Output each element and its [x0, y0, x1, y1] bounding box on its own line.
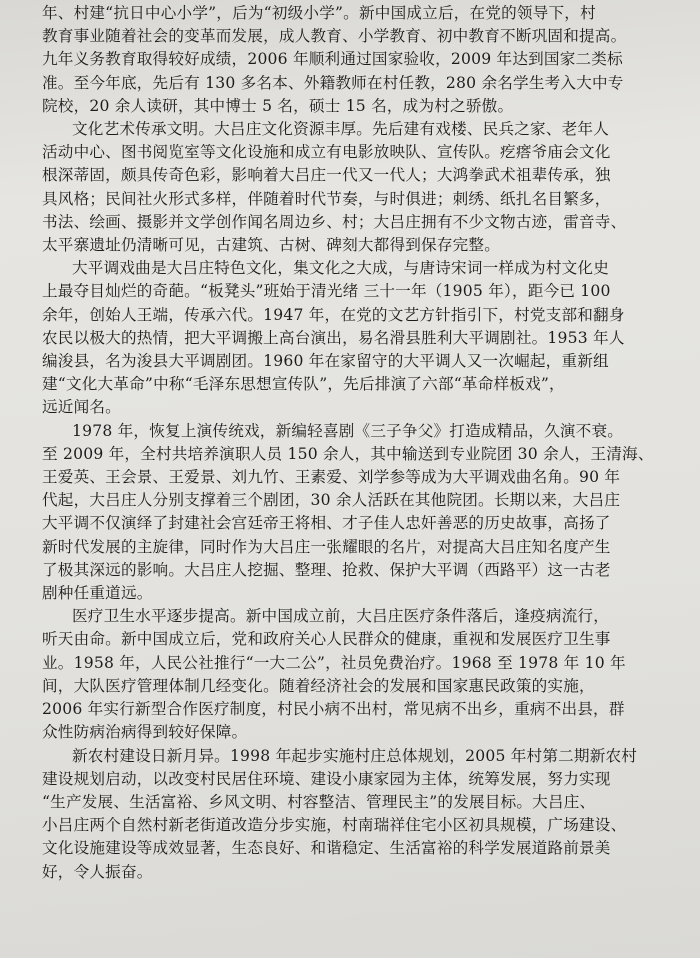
- text-line: 至 2009 年，全村共培养演职人员 150 余人，其中输送到专业院团 30 余人，王清海、: [42, 444, 654, 463]
- text-line: 准。至今年底，先后有 130 多名本、外籍教师在村任教，280 余名学生考入大中专: [42, 73, 624, 92]
- text-line: 众性防病治病得到较好保障。: [42, 723, 248, 742]
- text-line: 教育事业随着社会的变革而发展，成人教育、小学教育、初中教育不断巩固和提高。: [42, 27, 627, 46]
- text-line: 小吕庄两个自然村新老街道改造分步实施，村南瑞祥住宅小区初具规模，广场建设、: [42, 816, 627, 835]
- text-line: 剧种任重道远。: [42, 584, 153, 603]
- text-line: 听天由命。新中国成立后，党和政府关心人民群众的健康，重视和发展医疗卫生事: [42, 630, 611, 649]
- text-line: 上最夺目灿烂的奇葩。“板凳头”班始于清光绪 三十一年（1905 年），距今已 100: [42, 282, 611, 301]
- paragraph: [42, 2, 672, 118]
- text-line: 活动中心、图书阅览室等文化设施和成立有电影放映队、宣传队。疙瘩爷庙会文化: [42, 143, 611, 162]
- text-line: 间，大队医疗管理体制几经变化。随着经济社会的发展和国家惠民政策的实施，: [42, 676, 595, 695]
- text-line: 院校，20 余人读研，其中博士 5 名，硕士 15 名，成为村之骄傲。: [42, 96, 514, 115]
- text-line: 1978 年，恢复上演传统戏，新编轻喜剧《三子争父》打造成精品，久演不衰。: [72, 421, 624, 440]
- text-line: 代起，大吕庄人分别支撑着三个剧团，30 余人活跃在其他院团。长期以来，大吕庄: [42, 491, 621, 510]
- text-line: 大平调不仅演绎了封建社会宫廷帝王将相、才子佳人忠奸善恶的历史故事，高扬了: [42, 514, 611, 533]
- text-line: 文化艺术传承文明。大吕庄文化资源丰厚。先后建有戏楼、民兵之家、老年人: [72, 120, 609, 139]
- paragraph: [42, 420, 672, 606]
- text-line: 大平调戏曲是大吕庄特色文化，集文化之大成，与唐诗宋词一样成为村文化史: [72, 259, 609, 278]
- text-line: 了极其深远的影响。大吕庄人挖掘、整理、抢救、保护大平调（西路平）这一古老: [42, 560, 611, 579]
- text-line: 年、村建“抗日中心小学”，后为“初级小学”。新中国成立后，在党的领导下，村: [42, 4, 596, 22]
- text-line: 建设规划启动，以改变村民居住环境、建设小康家园为主体，统筹发展，努力实现: [42, 769, 611, 788]
- text-line: 具风格；民间社火形式多样，伴随着时代节奏，与时俱进；刺绣、纸扎名目繁多，: [42, 189, 611, 208]
- paragraph: [42, 257, 672, 419]
- text-line: 2006 年实行新型合作医疗制度，村民小病不出村，常见病不出乡，重病不出县，群: [42, 700, 625, 719]
- text-line: 新农村建设日新月异。1998 年起步实施村庄总体规划，2005 年村第二期新农村: [72, 746, 638, 765]
- text-line: 文化设施建设等成效显著，生态良好、和谐稳定、生活富裕的科学发展道路前景美: [42, 839, 611, 858]
- paragraph: [42, 605, 672, 744]
- text-line: 书法、绘画、摄影并文学创作闻名周边乡、村；大吕庄拥有不少文物古迹，雷音寺、: [42, 212, 627, 231]
- paragraph: [42, 118, 672, 257]
- text-line: 九年义务教育取得较好成绩，2006 年顺利通过国家验收，2009 年达到国家二类标: [42, 50, 623, 69]
- text-line: 农民以极大的热情，把大平调搬上高台演出，易名滑县胜利大平调剧社。1953 年人: [42, 328, 625, 347]
- paragraph: [42, 745, 672, 884]
- text-line: 远近闻名。: [42, 398, 121, 417]
- text-line: 太平寨遗址仍清晰可见，古建筑、古树、碑刻大都得到保存完整。: [42, 236, 501, 255]
- text-line: 建“文化大革命”中称“毛泽东思想宣传队”，先后排演了六部“革命样板戏”，: [42, 375, 565, 394]
- text-line: 余年，创始人王端，传承六代。1947 年，在党的文艺方针指引下，村党支部和翻身: [42, 305, 625, 324]
- text-line: 好，令人振奋。: [42, 862, 153, 881]
- text-line: “生产发展、生活富裕、乡风文明、村容整洁、管理民主”的发展目标。大吕庄、: [42, 792, 596, 811]
- text-line: 医疗卫生水平逐步提高。新中国成立前，大吕庄医疗条件落后，逢疫病流行，: [72, 607, 609, 626]
- text-line: 新时代发展的主旋律，同时作为大吕庄一张耀眼的名片，对提高大吕庄知名度产生: [42, 537, 611, 556]
- text-line: 编浚县，名为浚县大平调剧团。1960 年在家留守的大平调人又一次崛起，重新组: [42, 352, 609, 371]
- text-line: 王爱英、王会景、王爱景、刘九竹、王素爱、刘学参等成为大平调戏曲名角。90 年: [42, 468, 621, 487]
- text-line: 根深蒂固，颇具传奇色彩，影响着大吕庄一代又一代人；大鸿拳武术祖辈传承，独: [42, 166, 611, 185]
- text-line: 业。1958 年，人民公社推行“一大二公”，社员免费治疗。1968 至 1978 年 10 年: [42, 653, 626, 672]
